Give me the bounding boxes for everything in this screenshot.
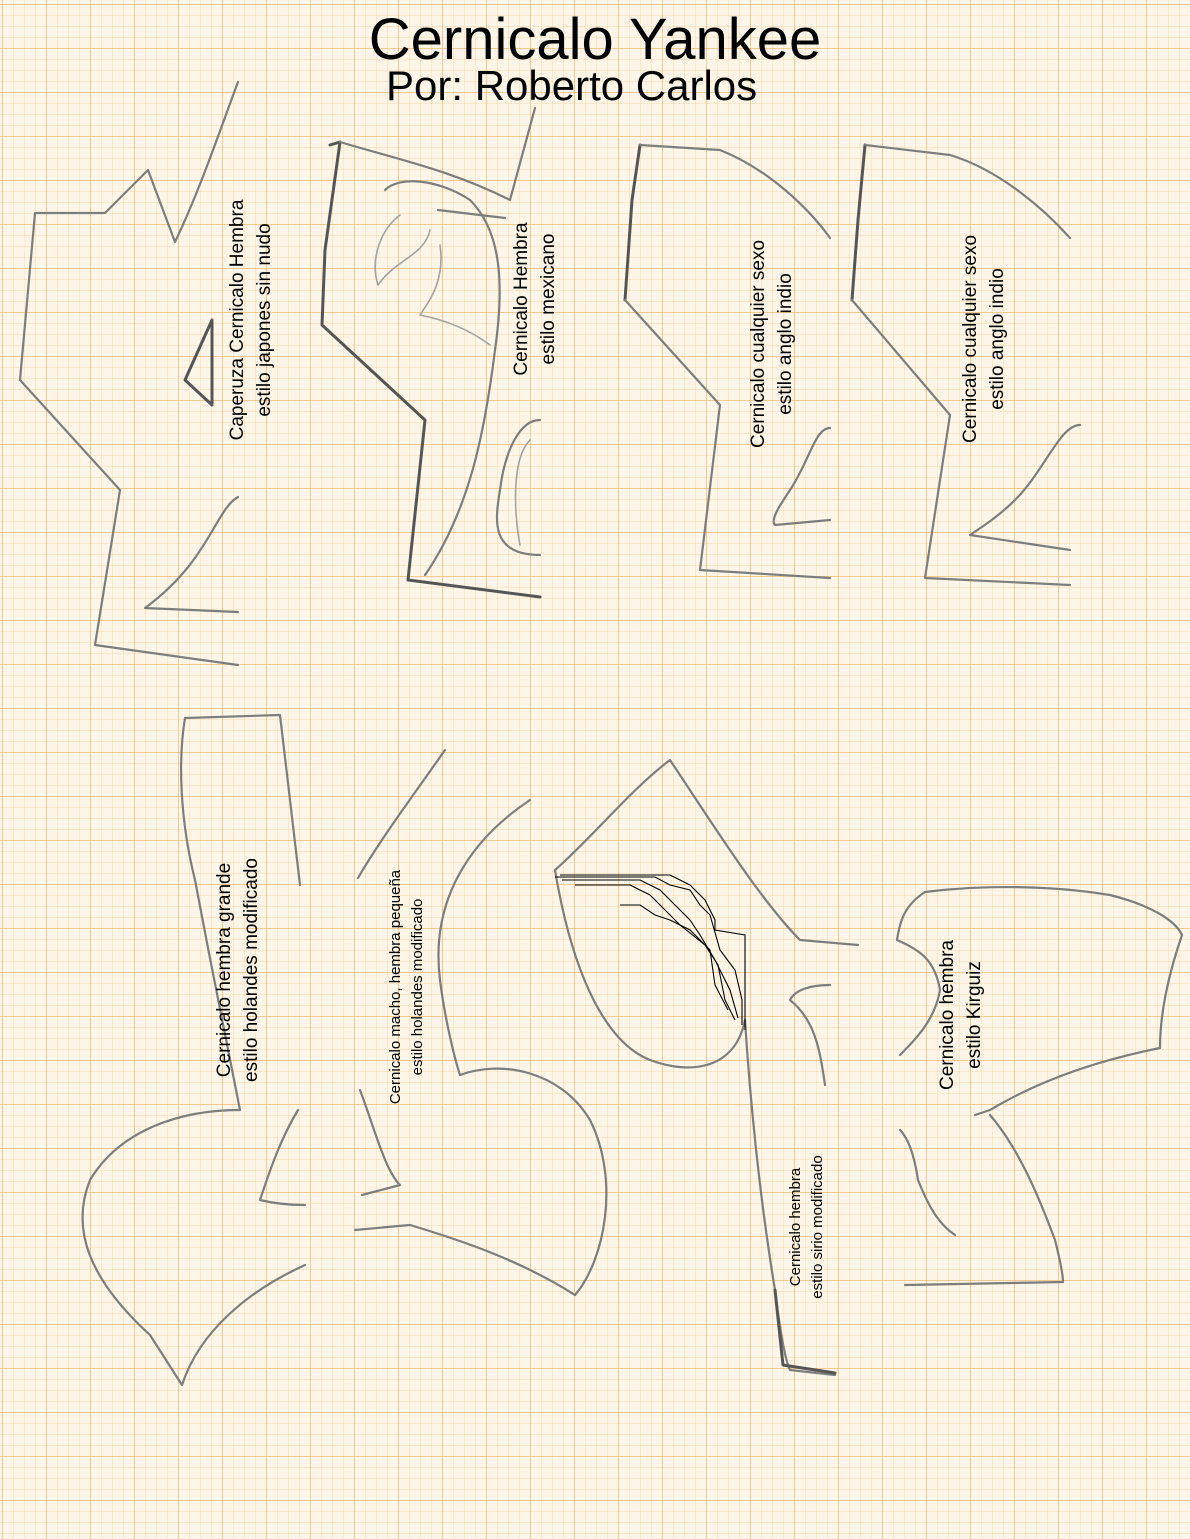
pattern-label-line: Cernicalo hembra (937, 940, 958, 1090)
pattern-label (957, 209, 1013, 469)
pattern-label (211, 825, 267, 1115)
pattern-label-line: estilo mexicano (538, 233, 559, 365)
pattern-label-line: Cernicalo cualquier sexo (960, 234, 981, 444)
pattern-label-line: estilo Kirguiz (964, 961, 985, 1069)
pattern-5-outline (83, 715, 306, 1385)
pattern-label-line: estilo anglo indio (987, 268, 1008, 410)
pattern-label-line: Cernicalo macho, hembra pequeña (387, 869, 404, 1105)
pattern-label-line: estilo holandes modificado (241, 858, 262, 1082)
pattern-label-line: estilo sirio modificado (809, 1155, 826, 1299)
page-title: Cernicalo Yankee (368, 7, 822, 72)
pattern-label-line: estilo holandes modificado (409, 898, 426, 1076)
pattern-label-line: estilo anglo indio (775, 273, 796, 415)
pattern-label-line: estilo japones sin nudo (254, 223, 275, 417)
pattern-label (385, 842, 429, 1132)
pattern-label (785, 1142, 829, 1312)
pattern-label-line: Caperuza Cernicalo Hembra (227, 199, 248, 441)
pattern-label (745, 214, 801, 474)
pattern-1-outline (20, 82, 238, 665)
author-line: Por: Roberto Carlos (386, 62, 758, 109)
pattern-label-line: Cernicalo cualquier sexo (748, 239, 769, 449)
pattern-label-line: Cernicalo hembra grande (214, 862, 235, 1078)
pattern-label (224, 195, 280, 445)
pattern-label (934, 915, 990, 1115)
pattern-label-line: Cernicalo hembra (787, 1167, 804, 1287)
pattern-label-line: Cernicalo Hembra (511, 222, 532, 376)
pattern-label (508, 199, 564, 399)
